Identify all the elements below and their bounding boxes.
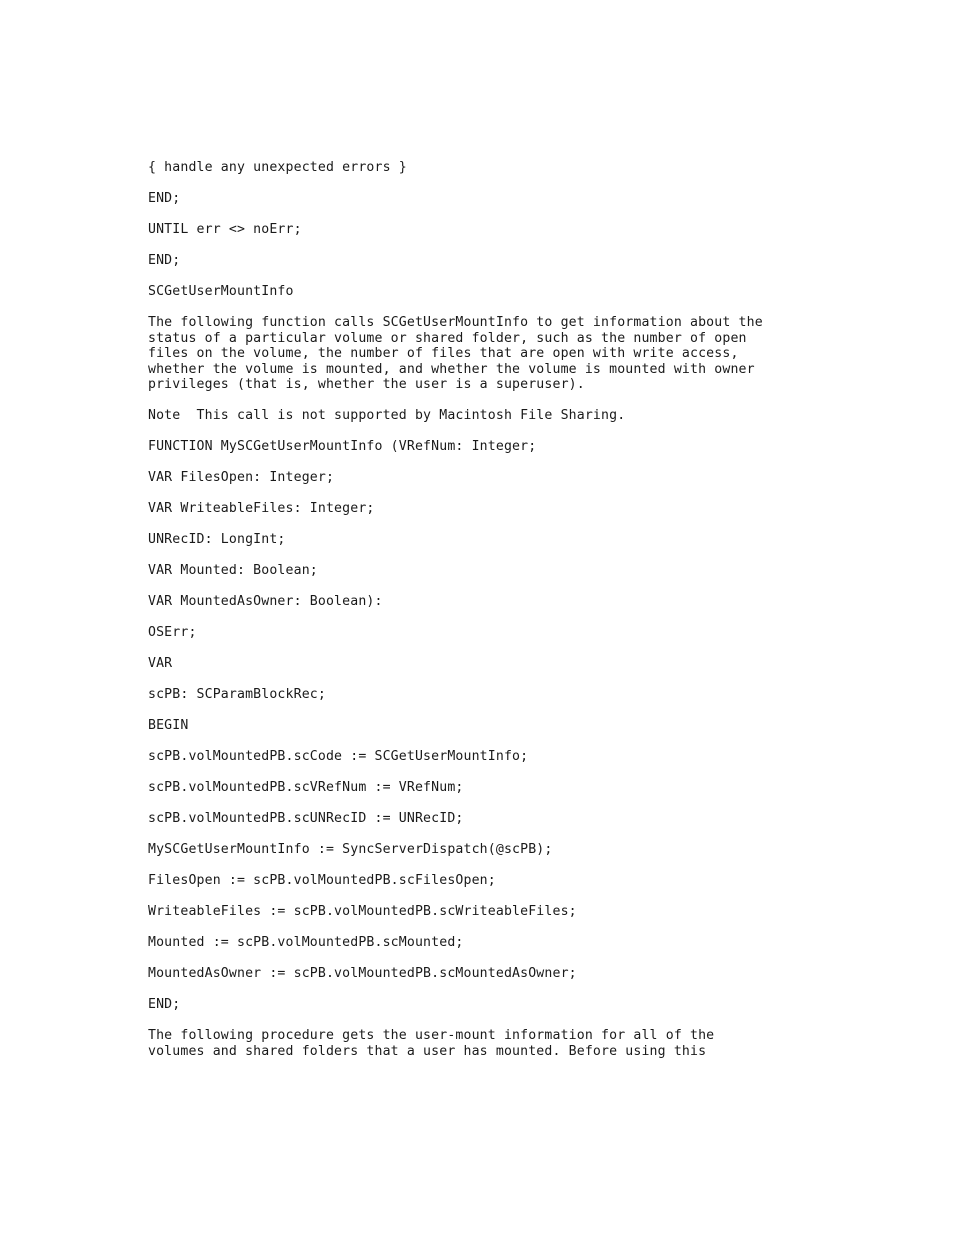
code-line: Mounted := scPB.volMountedPB.scMounted; [148,935,464,950]
code-line: VAR FilesOpen: Integer; [148,470,335,485]
code-line: VAR WriteableFiles: Integer; [148,501,375,516]
code-line: BEGIN [148,718,189,733]
intro-line: status of a particular volume or shared folder, such as the number of open [148,330,747,346]
document-page [148,160,908,1075]
code-line: scPB.volMountedPB.scVRefNum := VRefNum; [148,780,464,795]
intro-line: whether the volume is mounted, and whether the volume is mounted with owner [148,361,755,377]
code-line: VAR Mounted: Boolean; [148,563,318,578]
intro-paragraph [148,315,908,393]
code-line-end-1: END; [148,191,181,206]
code-line: END; [148,997,181,1012]
code-line-end-2: END; [148,253,181,268]
code-line: VAR MountedAsOwner: Boolean): [148,594,383,609]
code-line: scPB.volMountedPB.scUNRecID := UNRecID; [148,811,464,826]
code-line: FilesOpen := scPB.volMountedPB.scFilesOpen; [148,873,496,888]
code-line: MountedAsOwner := scPB.volMountedPB.scMountedAsOwner; [148,966,577,981]
section-heading: SCGetUserMountInfo [148,284,294,299]
code-line-until: UNTIL err <> noErr; [148,222,302,237]
code-line: OSErr; [148,625,197,640]
code-line: VAR [148,656,173,671]
closing-line: The following procedure gets the user-mount information for all of the [148,1028,715,1043]
code-line: MySCGetUserMountInfo := SyncServerDispatch(@scPB); [148,842,553,857]
closing-paragraph [148,1028,908,1059]
intro-line: The following function calls SCGetUserMountInfo to get information about the [148,315,763,330]
code-line: UNRecID: LongInt; [148,532,286,547]
intro-line: privileges (that is, whether the user is a superuser). [148,377,585,392]
intro-line: files on the volume, the number of files that are open with write access, [148,346,739,361]
code-line: scPB: SCParamBlockRec; [148,687,326,702]
code-line-handle-errors: { handle any unexpected errors } [148,160,407,175]
note-line: Note This call is not supported by Macintosh File Sharing. [148,408,626,423]
code-line: WriteableFiles := scPB.volMountedPB.scWriteableFiles; [148,904,577,919]
closing-line: volumes and shared folders that a user has mounted. Before using this [148,1043,707,1059]
code-line: scPB.volMountedPB.scCode := SCGetUserMountInfo; [148,749,529,764]
code-line: FUNCTION MySCGetUserMountInfo (VRefNum: Integer; [148,439,537,454]
